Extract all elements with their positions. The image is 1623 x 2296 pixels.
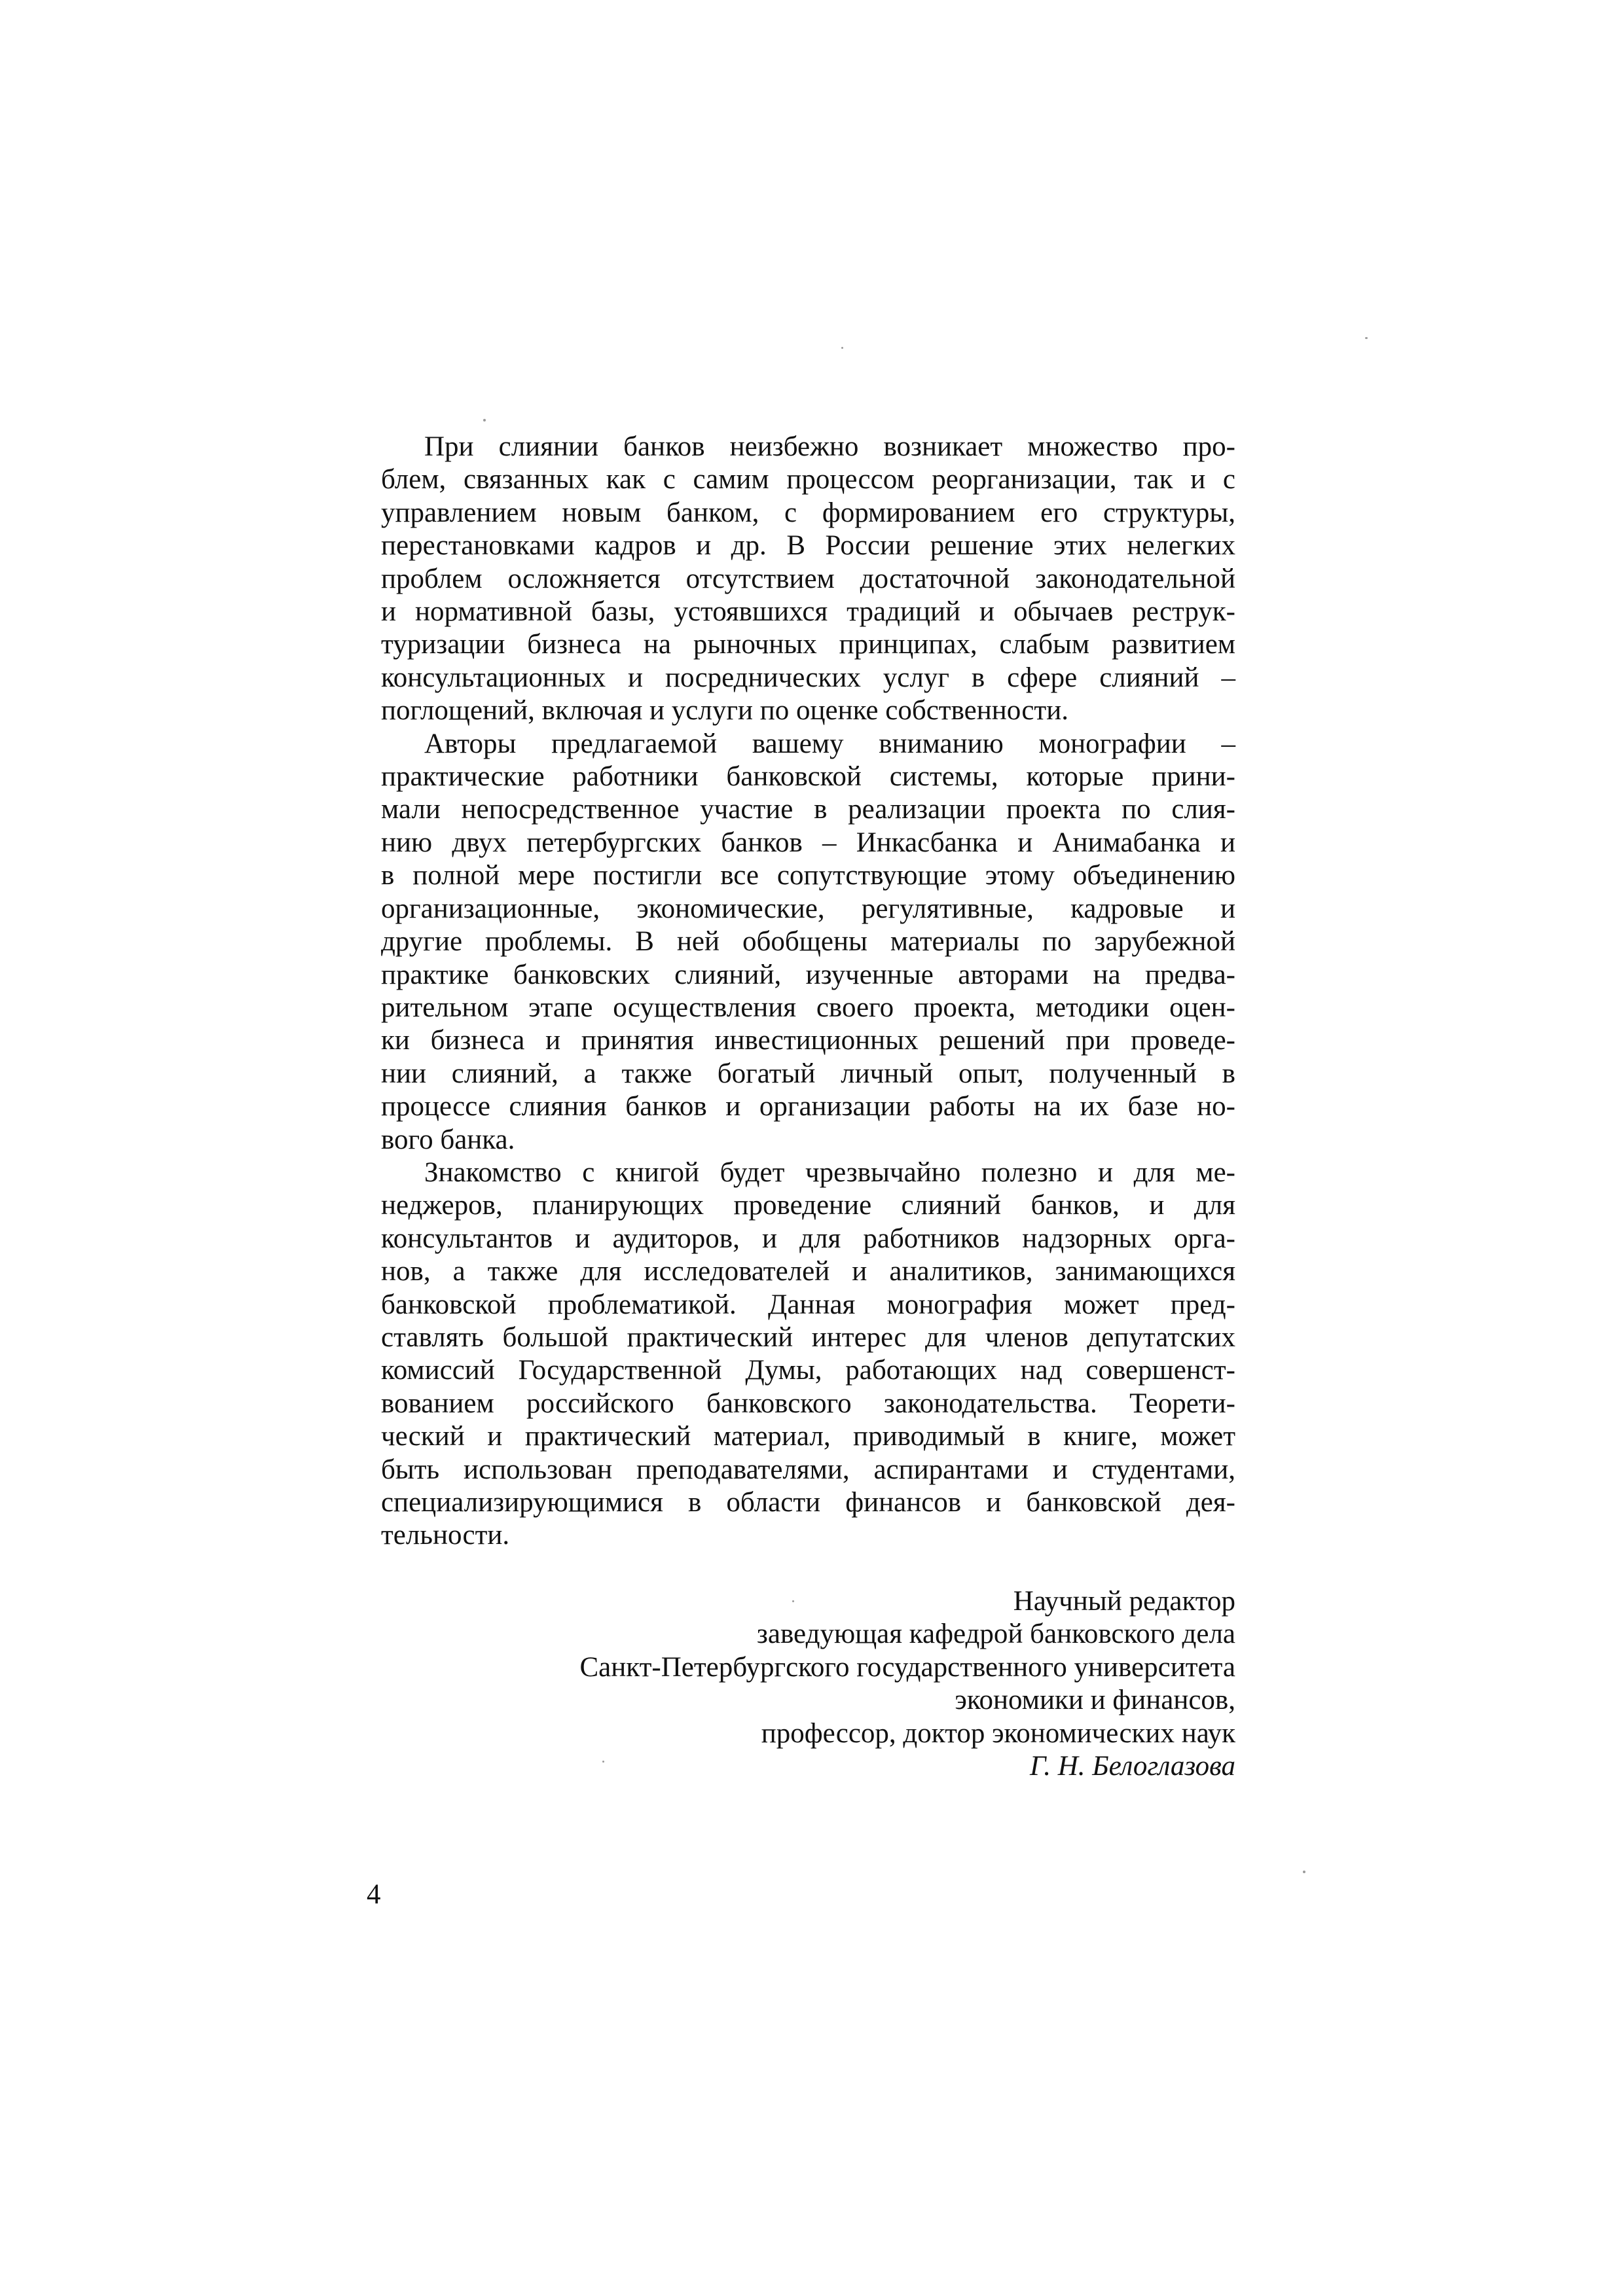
text-line: процессе слияния банков и организации работы на их базе но- — [381, 1091, 1235, 1122]
text-line: вого банка. — [381, 1124, 515, 1155]
signature-position: заведующая кафедрой банковского дела — [756, 1619, 1235, 1650]
signature-role: Научный редактор — [1013, 1586, 1235, 1617]
text-line: неджеров, планирующих проведение слияний банков, и для — [381, 1190, 1235, 1221]
paragraph-3 — [381, 1157, 1235, 1552]
scan-speck — [792, 1600, 794, 1602]
body-text — [381, 431, 1235, 1552]
scan-speck — [483, 419, 486, 422]
text-line: нию двух петербургских банков – Инкасбанка и Анимабанка и — [381, 827, 1235, 858]
text-line: туризации бизнеса на рыночных принципах, слабым развитием — [381, 629, 1235, 660]
scan-speck — [841, 347, 843, 349]
scan-speck — [1365, 337, 1368, 339]
text-line: практические работники банковской системы, которые прини- — [381, 761, 1235, 793]
text-line: организационные, экономические, регулятивные, кадровые и — [381, 893, 1235, 924]
editor-signature — [381, 1585, 1235, 1783]
page-number: 4 — [367, 1879, 381, 1910]
signature-degree: профессор, доктор экономических наук — [761, 1717, 1235, 1749]
text-line: ставлять большой практический интерес для членов депутатских — [381, 1321, 1235, 1353]
text-line: другие проблемы. В ней обобщены материалы по зарубежной — [381, 926, 1235, 958]
text-line: При слиянии банков неизбежно возникает множество про- — [424, 431, 1235, 462]
signature-university: Санкт-Петербургского государственного университета — [579, 1651, 1235, 1683]
text-line: быть использован преподавателями, аспирантами и студентами, — [381, 1454, 1235, 1485]
text-line: в полной мере постигли все сопутствующие этому объединению — [381, 860, 1235, 891]
text-line: консультантов и аудиторов, и для работников надзорных орга- — [381, 1223, 1235, 1254]
scan-speck — [1303, 1871, 1305, 1873]
text-line: Авторы предлагаемой вашему вниманию монографии – — [424, 728, 1235, 759]
text-line: вованием российского банковского законодательства. Теорети- — [381, 1388, 1235, 1419]
text-line: ки бизнеса и принятия инвестиционных решений при проведе- — [381, 1025, 1235, 1056]
text-line: Знакомство с книгой будет чрезвычайно полезно и для ме- — [424, 1157, 1235, 1188]
text-line: специализирующимися в области финансов и банковской дея- — [381, 1487, 1235, 1518]
text-line: поглощений, включая и услуги по оценке собственности. — [381, 695, 1068, 726]
scan-speck — [602, 1761, 604, 1763]
text-line: проблем осложняется отсутствием достаточной законодательной — [381, 563, 1235, 594]
text-line: консультационных и посреднических услуг в сфере слияний – — [381, 662, 1235, 693]
paragraph-1 — [381, 431, 1235, 728]
text-line: перестановками кадров и др. В России решение этих нелегких — [381, 530, 1235, 562]
text-line: тельности. — [381, 1520, 510, 1551]
text-line: комиссий Государственной Думы, работающих над совершенст- — [381, 1355, 1235, 1386]
text-line: нов, а также для исследователей и аналитиков, занимающихся — [381, 1256, 1235, 1287]
text-line: ческий и практический материал, приводимый в книге, может — [381, 1421, 1235, 1452]
signature-university-cont: экономики и финансов, — [955, 1685, 1235, 1716]
text-line: практике банковских слияний, изученные авторами на предва- — [381, 959, 1235, 990]
text-line: блем, связанных как с самим процессом реорганизации, так и с — [381, 464, 1235, 495]
paragraph-2 — [381, 728, 1235, 1157]
text-line: мали непосредственное участие в реализации проекта по слия- — [381, 794, 1235, 825]
text-line: управлением новым банком, с формированием его структуры, — [381, 497, 1235, 528]
text-line: рительном этапе осуществления своего проекта, методики оцен- — [381, 992, 1235, 1023]
signature-name: Г. Н. Белоглазова — [1030, 1751, 1235, 1782]
text-line: и нормативной базы, устоявшихся традиций и обычаев реструк- — [381, 596, 1235, 628]
text-line: нии слияний, а также богатый личный опыт, полученный в — [381, 1058, 1235, 1089]
text-line: банковской проблематикой. Данная монография может пред- — [381, 1289, 1235, 1320]
